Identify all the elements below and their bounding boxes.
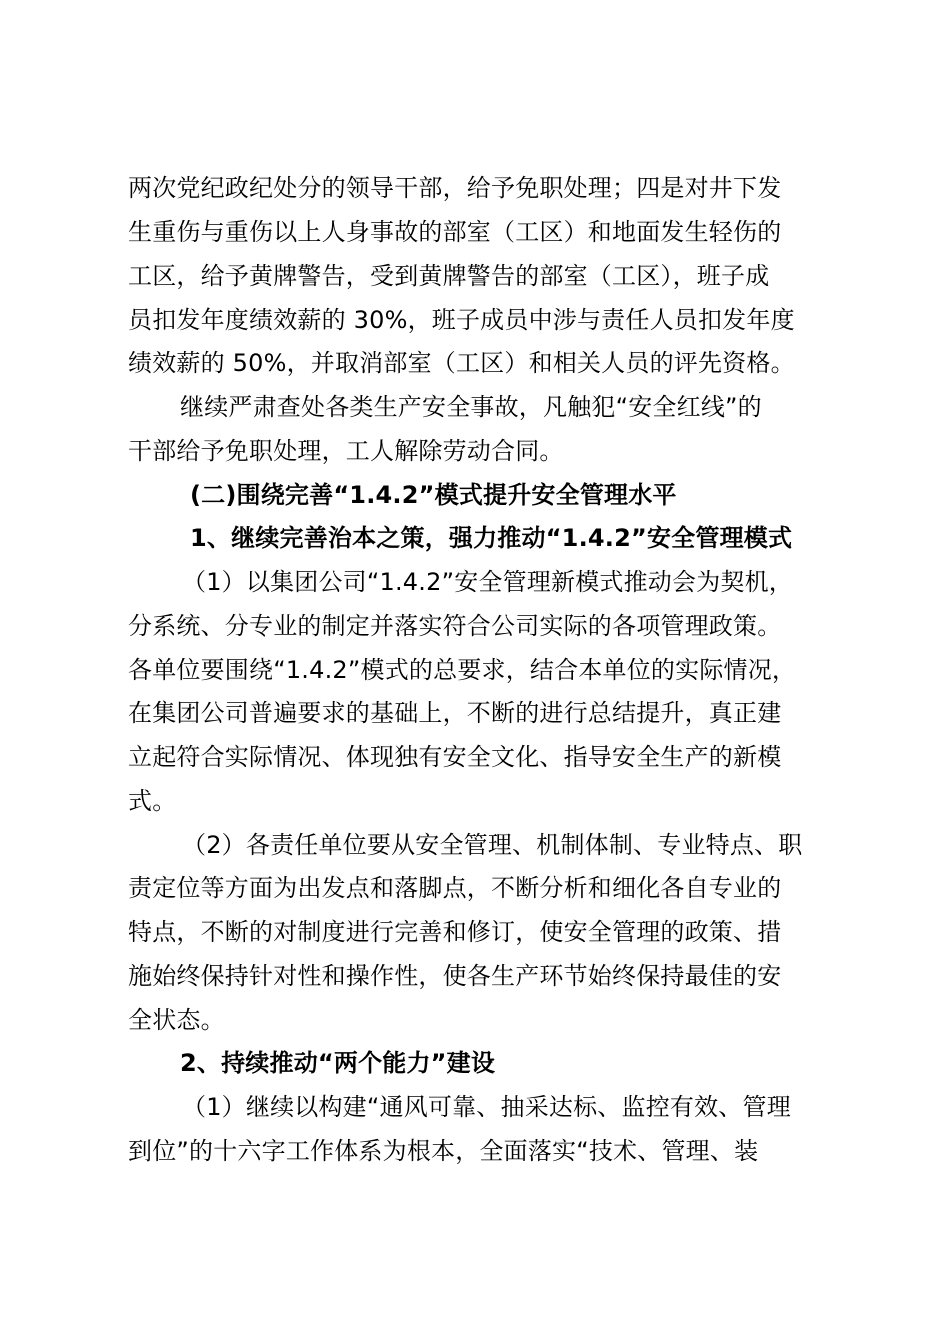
subsection-heading: 1、继续完善治本之策，强力推动“1.4.2”安全管理模式 — [190, 524, 793, 552]
body-text-line: 两次党纪政纪处分的领导干部，给予免职处理；四是对井下发 — [128, 174, 782, 202]
body-text-line: 工区，给予黄牌警告，受到黄牌警告的部室（工区），班子成 — [128, 262, 770, 290]
body-text-line: （1）继续以构建“通风可靠、抽采达标、监控有效、管理 — [182, 1093, 791, 1121]
body-text-line: 责定位等方面为出发点和落脚点，不断分析和细化各自专业的 — [128, 874, 782, 902]
body-text-line: 到位”的十六字工作体系为根本，全面落实“技术、管理、装 — [128, 1137, 759, 1165]
body-text-line: 全状态。 — [128, 1006, 225, 1034]
body-text-line: 员扣发年度绩效薪的 30%，班子成员中涉与责任人员扣发年度 — [128, 306, 795, 334]
section-heading: (二)围绕完善“1.4.2”模式提升安全管理水平 — [190, 481, 677, 509]
body-text-line: 式。 — [128, 787, 177, 815]
body-text-line: 干部给予免职处理，工人解除劳动合同。 — [128, 437, 564, 465]
body-text-line: 继续严肃查处各类生产安全事故，凡触犯“安全红线”的 — [180, 393, 762, 421]
subsection-heading: 2、持续推动“两个能力”建设 — [180, 1049, 496, 1077]
body-text-line: 施始终保持针对性和操作性，使各生产环节始终保持最佳的安 — [128, 962, 782, 990]
body-text-line: 立起符合实际情况、体现独有安全文化、指导安全生产的新模 — [128, 743, 782, 771]
body-text-line: （2）各责任单位要从安全管理、机制体制、专业特点、职 — [182, 831, 803, 859]
body-text-line: （1）以集团公司“1.4.2”安全管理新模式推动会为契机， — [182, 568, 794, 596]
body-text-line: 绩效薪的 50%，并取消部室（工区）和相关人员的评先资格。 — [128, 349, 795, 377]
body-text-line: 生重伤与重伤以上人身事故的部室（工区）和地面发生轻伤的 — [128, 218, 782, 246]
body-text-line: 在集团公司普遍要求的基础上，不断的进行总结提升，真正建 — [128, 699, 782, 727]
body-text-line: 分系统、分专业的制定并落实符合公司实际的各项管理政策。 — [128, 612, 782, 640]
body-text-line: 各单位要围绕“1.4.2”模式的总要求，结合本单位的实际情况， — [128, 656, 797, 684]
body-text-line: 特点，不断的对制度进行完善和修订，使安全管理的政策、措 — [128, 918, 782, 946]
